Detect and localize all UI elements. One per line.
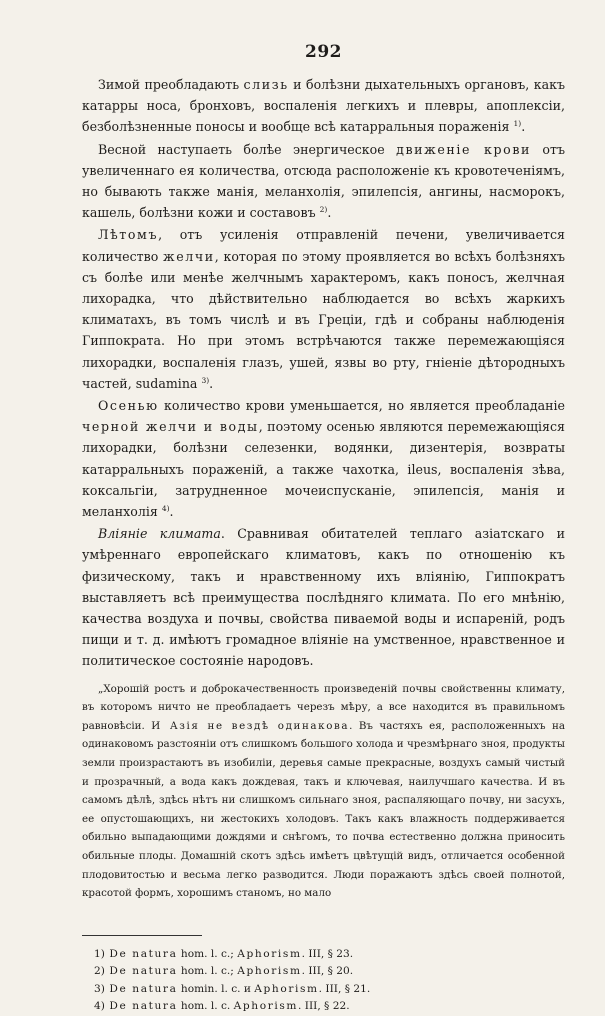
footnote bbox=[94, 981, 565, 999]
footnote-text bbox=[109, 983, 370, 995]
text-run: homin. l. c. и bbox=[177, 982, 255, 995]
footnote-text bbox=[109, 948, 353, 960]
paragraph-autumn bbox=[82, 395, 565, 522]
spaced-term: Aphorism bbox=[233, 1000, 299, 1013]
paragraph-winter bbox=[82, 74, 565, 138]
text-run: . III, § 20. bbox=[301, 965, 354, 978]
italic-heading: Вліяніе климата bbox=[98, 526, 221, 542]
text-run: . bbox=[327, 205, 332, 221]
footnote-ref: 2) bbox=[319, 205, 328, 215]
footnote-text bbox=[109, 1000, 349, 1012]
spaced-term: De natura bbox=[109, 982, 178, 995]
spaced-term: И Азія не вездѣ одинакова bbox=[151, 719, 350, 732]
footnote-ref: 1) bbox=[513, 119, 522, 129]
spaced-term: De natura bbox=[109, 1000, 178, 1013]
footnotes bbox=[82, 946, 565, 1016]
text-run: и болѣзни дыхательныхъ органовъ, какъ катарры носа, бронховъ, воспаленія легкихъ и плевры, апоплексіи, безболѣзненные поносы и вообще всѣ катарральныя пораженія bbox=[82, 77, 566, 135]
text-run: . III, § 22. bbox=[298, 1000, 350, 1013]
footnote-number: 4) bbox=[94, 1000, 105, 1013]
spaced-term: черной желчи и воды bbox=[82, 419, 259, 435]
spaced-term: Aphorism bbox=[237, 947, 302, 960]
text-run: . III, § 23. bbox=[301, 947, 354, 960]
text-run: . bbox=[209, 375, 214, 391]
spaced-term: желчи bbox=[163, 248, 215, 264]
text-run: Зимой преобладають bbox=[98, 77, 244, 92]
paragraph-climate bbox=[82, 523, 565, 671]
text-run: . III, § 21. bbox=[318, 982, 371, 995]
text-run: , отъ усиленія отправленій печени, увеличивается количество bbox=[82, 227, 565, 264]
paragraph-summer bbox=[82, 224, 565, 394]
quote-text bbox=[82, 680, 565, 903]
footnote bbox=[94, 998, 565, 1016]
text-run: hom. l. c. bbox=[177, 1000, 234, 1013]
main-text bbox=[82, 74, 565, 672]
footnote-number: 1) bbox=[94, 947, 105, 960]
quoted-passage bbox=[82, 680, 565, 903]
text-run: . bbox=[521, 119, 526, 135]
text-run: количество крови уменьшается, но является преобладаніе bbox=[158, 398, 565, 414]
paragraph-spring bbox=[82, 139, 565, 224]
spaced-term: Aphorism bbox=[254, 982, 319, 995]
footnote bbox=[94, 946, 565, 964]
text-run: hom. l. c.; bbox=[177, 947, 238, 960]
spaced-term: Осенью bbox=[98, 398, 159, 414]
text-run: . bbox=[169, 504, 174, 520]
footnote-number: 2) bbox=[94, 965, 105, 978]
text-run: , которая по этому проявляется во всѣхъ болѣзняхъ съ болѣе или менѣе желчнымъ характеромъ, какъ поносъ, желчная лихорадка, что дѣйствительно наблюдается во всѣхъ жаркихъ климатахъ, въ томъ числѣ и въ Греціи, гдѣ и собраны наблюденія Гиппократа. Но при этомъ встрѣчаются также перемежающіяся лихорадки, воспаленія глазъ, ушей, язвы во рту, гніеніе дѣтородныхъ частей, sudamina bbox=[82, 248, 565, 391]
text-run: отъ увеличеннаго ея количества, отсюда расположеніе къ кровотеченіямъ, но бывають также манія, меланхолія, эпилепсія, ангины, насморокъ, кашель, болѣзни кожи и составовъ bbox=[82, 141, 565, 221]
text-run: . Въ частяхъ ея, расположенныхъ на одинаковомъ разстояніи отъ слишкомъ большого холода и чрезмѣрнаго зноя, продукты земли произрастаютъ въ изобиліи, деревья самые прекрасные, воздухъ самый чистый и прозрачный, а вода какъ дождевая, такъ и ключевая, наилучшаго качества. И въ самомъ дѣлѣ, здѣсь нѣтъ ни слишкомъ сильнаго зноя, распаляющаго почву, ни засухъ, ее опустошающихъ, ни жестокихъ холодовъ. Такъ какъ влажность поддерживается обильно выпадающими дождями и снѣгомъ, то почва естественно должна приносить обильные плоды. Домашній скотъ здѣсь имѣетъ цвѣтущій видъ, отличается особенной плодовитостью и весьма легко разводится. Люди поражаютъ здѣсь своей полнотой, красотой формъ, хорошимъ станомъ, но мало bbox=[82, 719, 565, 900]
spaced-term: Aphorism bbox=[237, 965, 302, 978]
spaced-term: De natura bbox=[109, 965, 178, 978]
footnote-ref: 4) bbox=[161, 503, 170, 513]
footnote-number: 3) bbox=[94, 982, 105, 995]
footnote-text bbox=[109, 965, 353, 977]
text-run: hom. l. c.; bbox=[177, 965, 238, 978]
spaced-term: движеніе крови bbox=[396, 141, 532, 157]
page-number: 292 bbox=[305, 42, 342, 62]
spaced-term: слизь bbox=[243, 77, 289, 92]
text-run: . Сравнивая обитателей теплаго азіатскаго и умѣреннаго европейскаго климатовъ, какъ по отношенію къ физическому, такъ и нравственному ихъ вліянію, Гиппократъ выставляетъ всѣ преимущества послѣдняго климата. По его мнѣнію, качества воздуха и почвы, свойства пиваемой воды и испареній, родъ пищи и т. д. имѣютъ громадное вліяніе на умственное, нравственное и политическое состояніе народовъ. bbox=[82, 526, 565, 669]
footnote-divider bbox=[82, 935, 202, 936]
text-run: Весной наступаеть болѣе энергическое bbox=[98, 141, 397, 157]
spaced-term: Лѣтомъ bbox=[98, 227, 159, 243]
text-run: „Хорошій ростъ и доброкачественность произведеній почвы свойственны климату, въ которомъ ничто не преобладаетъ черезъ мѣру, а все находится въ правильномъ равновѣсіи. bbox=[82, 682, 565, 732]
spaced-term: De natura bbox=[109, 947, 178, 960]
footnote-ref: 3) bbox=[201, 375, 210, 385]
text-run: , поэтому осенью являются перемежающіяся лихорадки, болѣзни селезенки, водянки, дизентерія, возвраты катарральныхъ пораженій, а также чахотка, ileus, воспаленія зѣва, коксальгіи, затрудненное мочеиспусканіе, эпилепсія, манія и меланхолія bbox=[82, 419, 565, 520]
footnote bbox=[94, 963, 565, 981]
